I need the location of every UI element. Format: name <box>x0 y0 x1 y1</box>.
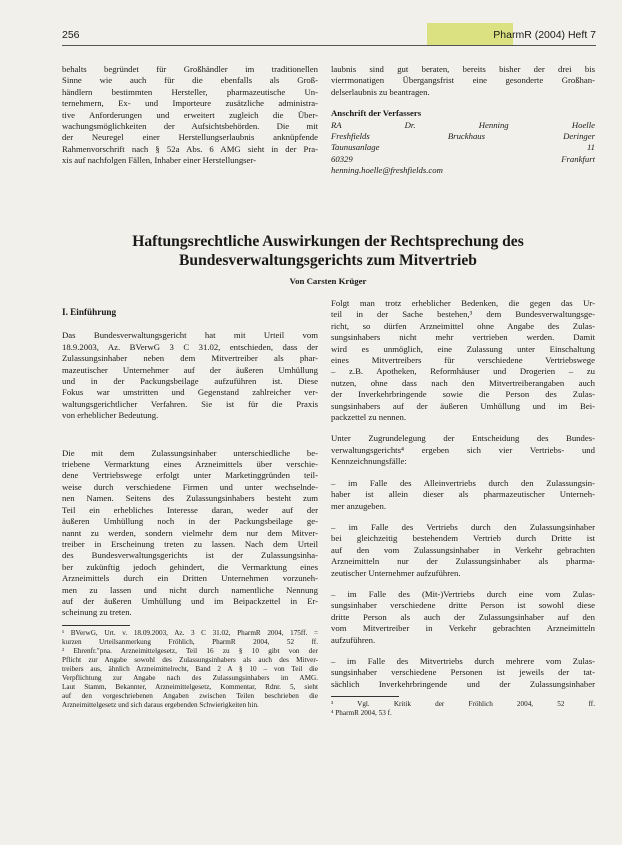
text-line: auf den vom Zulassungsinhaber in Verkehr gebrachten <box>331 544 595 555</box>
address-line: RA Dr. Henning Hoelle <box>331 119 595 130</box>
text-line: men zu lassen und nicht durch namentliche Nennung <box>62 584 318 595</box>
journal-header: PharmR (2004) Heft 7 <box>493 29 596 41</box>
text-line: Das Bundesverwaltungsgericht hat mit Urteil vom <box>62 330 318 341</box>
text-line: Zulassungsinhaber neben dem Mitvertreiber als phar- <box>62 353 318 364</box>
footnote-line: Arzneimittelgesetz und sich daraus ergebenden Schwierigkeiten hin. <box>62 700 259 709</box>
text-line: dene Vertriebswege erfolgt unter Marketinggründen teil- <box>62 470 318 481</box>
text-line: nannt zu werden, sondern vielmehr dem nur dem Mitver- <box>62 527 318 538</box>
text-line: zeutischer Unternehmer aufzuführen. <box>331 567 461 578</box>
text-line: sungsinhabers auf der äußeren Umhüllung und im Bei- <box>331 400 595 411</box>
text-line: – im Falle des (Mit-)Vertriebs durch eine vom Zulas- <box>331 588 595 599</box>
section-heading: I. Einführung <box>62 307 117 317</box>
spacer <box>331 646 595 656</box>
spacer <box>62 422 318 448</box>
footnote-line: kurzen Urteilsanmerkung Fröhlich, PharmR 2004, 52 ff. <box>62 637 318 646</box>
spacer <box>331 512 595 522</box>
text-line: wachungsmöglichkeiten der Aufsichtsbehörden. Die mit <box>62 121 318 132</box>
text-line: Arzneimittels durch ein Dritten Unternehmen vorzuneh- <box>62 573 318 584</box>
top-right-column <box>331 64 595 177</box>
text-line: sächlich Inverkehrbringende und der Zulassungsinhaber <box>331 678 595 689</box>
text-line: vom Mitvertreiber in Verkehr gebrachten Arzneimitteln <box>331 623 595 634</box>
right-paragraph-1 <box>331 298 595 423</box>
text-line: der Neuregel einer Herstellungserlaubnis anknüpfende <box>62 132 318 143</box>
text-line: auf der äußeren Umhüllung und im Beipackzettel in Er- <box>62 595 318 606</box>
footnote-line: ⁴ PharmR 2004, 53 f. <box>331 709 392 718</box>
text-line: Die mit dem Zulassungsinhaber unterschiedliche be- <box>62 447 318 458</box>
text-line: bei gleichzeitig bestehendem Vertrieb durch Dritte ist <box>331 533 595 544</box>
left-paragraph-2 <box>62 448 318 619</box>
spacer <box>331 579 595 589</box>
address-line: Freshfields Bruckhaus Deringer <box>331 131 595 142</box>
text-line: sungsinhabers nicht mehr vertrieben werden. Damit <box>331 332 595 343</box>
footnote-line: Verpflichtung zur Angabe nach des Zulassungsinhabers im AMG. <box>62 673 318 682</box>
text-line: 18.9.2003, Az. BVerwG 3 C 31.02, entschieden, dass der <box>62 341 318 352</box>
text-line: mer anzugeben. <box>331 500 386 511</box>
text-line: – im Falle des Alleinvertriebs durch den Zulassungsin- <box>331 477 595 488</box>
main-right-column <box>331 298 595 718</box>
footnote-line: auf den vorgeschriebenen Angaben zwischen Teilen beschrieben die <box>62 691 318 700</box>
text-line: sungsinhaber verschiedene Personen ist jeweils der tat- <box>331 667 595 678</box>
text-line: Arzneimitteln nur der Zulassungsinhaber als pharma- <box>331 556 595 567</box>
text-line: sungsinhaber verschiedene dritte Person ist sowohl diese <box>331 600 595 611</box>
author-address <box>331 120 595 177</box>
text-line: ternehmern, Ex- und Importeure zusätzliche administra- <box>62 98 318 109</box>
text-line: Rahmenvorschrift nach § 52a Abs. 6 AMG sieht in der Pra- <box>62 143 318 154</box>
text-line: Teil ein erhebliches Interesse daran, weder auf der <box>62 504 318 515</box>
article-title <box>62 232 594 270</box>
text-line: packzettel zu nennen. <box>331 412 407 423</box>
main-left-column <box>62 307 318 710</box>
text-line: tive Anforderungen und erweitert zugleich die Über- <box>62 109 318 120</box>
text-line: treiber in Erscheinung treten zu lassen. Nach dem Urteil <box>62 538 318 549</box>
text-line: Folgt man trotz erheblicher Bedenken, die gegen das Ur- <box>331 298 595 308</box>
footnote-divider <box>62 625 130 626</box>
text-line: scheinung zu treten. <box>62 607 132 618</box>
address-line: henning.hoelle@freshfields.com <box>331 165 443 176</box>
text-line: weise durch verschiedene Firmen und unter wechselnde- <box>62 481 318 492</box>
footnote-line: treibers aus, ähnlich Arzneimittelrecht, Band 2 A § 10 – von Teil die <box>62 664 318 673</box>
text-line: haber ist allein dieser als pharmazeutischer Unterneh- <box>331 489 595 500</box>
article-title-line-2: Bundesverwaltungsgerichts zum Mitvertrieb <box>179 252 477 269</box>
text-line: der Inverkehrbringende sowie die Person des Zulas- <box>331 389 595 400</box>
text-line: händlern bestimmten Hersteller, pharmazeutische Un- <box>62 86 318 97</box>
text-line: waltungsgerichtlicher Verfahren. Sie ist für die Praxis <box>62 398 318 409</box>
spacer <box>331 423 595 433</box>
top-right-text <box>331 64 595 98</box>
text-line: von erheblicher Bedeutung. <box>62 410 159 421</box>
text-line: richt, so dürfen Arzneimittel ohne Angabe des Zulas- <box>331 320 595 331</box>
text-line: delserlaubnis zu beantragen. <box>331 86 430 97</box>
text-line: – im Falle des Vertriebs durch den Zulassungsinhaber <box>331 521 595 532</box>
right-footnotes <box>331 700 595 718</box>
text-line: mazeutischer Unternehmer auf der äußeren Umhüllung <box>62 364 318 375</box>
footnote-line: ³ Vgl. Kritik der Fröhlich 2004, 52 ff. <box>331 700 595 709</box>
text-line: vierrmonatigen Übergangsfrist eine gesonderte Großhan- <box>331 75 595 86</box>
text-line: äußeren Umhüllung noch in der Packungsbeilage ge- <box>62 516 318 527</box>
footnote-line: ¹ BVerwG, Urt. v. 18.09.2003, Az. 3 C 31.02, PharmR 2004, 175ff. = <box>62 628 318 637</box>
text-line: xis auf nachfolgen Fällen, Inhaber einer Herstellungser- <box>62 155 257 166</box>
spacer <box>331 468 595 478</box>
byline: Von Carsten Krüger <box>289 276 367 286</box>
case-item <box>331 656 595 690</box>
case-item <box>331 589 595 646</box>
text-line: triebene Vermarktung eines Arzneimittels über verschie- <box>62 459 318 470</box>
text-line: – im Falle des Mitvertriebs durch mehrere vom Zulas- <box>331 655 595 666</box>
article-title-line-1: Haftungsrechtliche Auswirkungen der Rechtsprechung des <box>132 233 524 250</box>
top-left-column <box>62 64 318 167</box>
text-line: laubnis sind gut beraten, bereits bisher der drei bis <box>331 64 595 74</box>
address-line: Taunusanlage 11 <box>331 142 595 153</box>
footnote-line: Laut Stamm, Bekannter, Arzneimittelgesetz, Kommentar, Rdnr. 5, sieht <box>62 682 318 691</box>
text-line: nutzen, ohne dass nach den Mitvertreiberangaben auch <box>331 377 595 388</box>
text-line: aufzuführen. <box>331 634 376 645</box>
text-line: nen Namen. Seitens des Zulassungsinhabers besteht zum <box>62 493 318 504</box>
text-line: Fokus war umstritten und Gegenstand zahlreicher ver- <box>62 387 318 398</box>
address-line: 60329 Frankfurt <box>331 153 595 164</box>
text-line: eines Mitvertreibers für verschiedene Vertriebswege <box>331 355 595 366</box>
spacer <box>331 98 595 108</box>
text-line: – z.B. Apotheken, Reformhäuser und Drogerien – zu <box>331 366 595 377</box>
footnote-divider <box>331 696 399 697</box>
text-line: teil in der Sache bestehen,³ dem Bundesverwaltungsge- <box>331 309 595 320</box>
footnote-line: Pflicht zur Angabe sowohl des Zulassungsinhabers als auch des Mitver- <box>62 655 318 664</box>
header-divider <box>62 45 596 46</box>
case-list <box>331 468 595 691</box>
case-item <box>331 522 595 579</box>
text-line: Kennzeichnungsfälle: <box>331 456 407 467</box>
text-line: behalts begründet für Großhändler im traditionellen <box>62 64 318 74</box>
page-number: 256 <box>62 29 80 41</box>
left-paragraph-1 <box>62 330 318 421</box>
text-line: Sinne wie auch für die ebenfalls als Groß- <box>62 75 318 86</box>
text-line: Unter Zugrundelegung der Entscheidung des Bundes- <box>331 433 595 444</box>
text-line: dritte Person als auch der Zulassungsinhaber auf den <box>331 611 595 622</box>
author-address-heading: Anschrift der Verfassers <box>331 108 422 119</box>
text-line: wird es unmöglich, eine Zulassung unter Einschaltung <box>331 343 595 354</box>
text-line: verwaltungsgerichts⁴ ergeben sich vier Vertriebs- und <box>331 444 595 455</box>
text-line: des Bundesverwaltungsgerichts ist der Zulassungsinha- <box>62 550 318 561</box>
case-item <box>331 478 595 512</box>
text-line: und in der Packungsbeilage aufzuführen ist. Diese <box>62 376 318 387</box>
text-line: ber zukünftig jedoch gehindert, die Vermarktung eines <box>62 561 318 572</box>
right-paragraph-2 <box>331 433 595 467</box>
footnote-line: ² Ehrenfr."pna. Arzneimittelgesetz, Teil 16 zu § 10 gibt von der <box>62 646 318 655</box>
left-footnotes <box>62 629 318 710</box>
